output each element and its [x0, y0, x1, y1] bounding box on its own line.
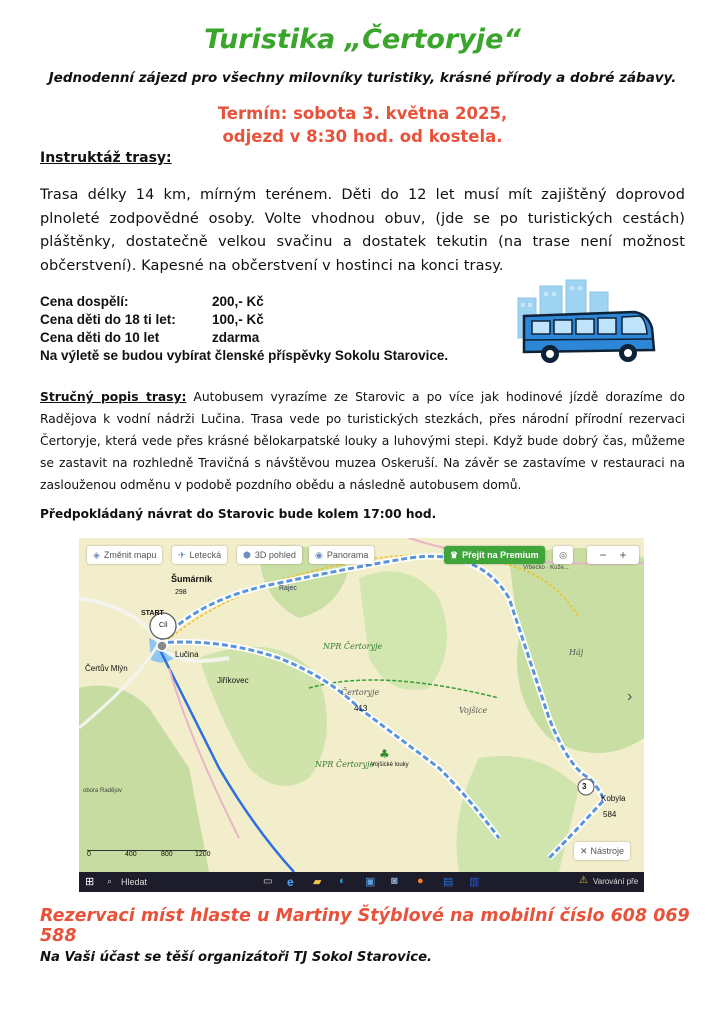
zoom-in-icon[interactable]: + [619, 548, 627, 562]
zoom-out-icon[interactable]: − [599, 548, 607, 562]
store-icon[interactable]: ▣ [365, 876, 376, 888]
map-label-npr-certoryje: NPR Čertoryje [323, 642, 383, 651]
price-value: zdarma [212, 330, 260, 345]
panorama-label: Panorama [326, 550, 369, 560]
scale-tick: 400 [125, 851, 137, 858]
premium-button[interactable] [444, 546, 545, 564]
outlook-icon[interactable]: ▤ [443, 876, 454, 888]
zoom-controls[interactable] [587, 546, 639, 564]
layers-icon: ◈ [93, 549, 100, 560]
route-lead: Stručný popis trasy: [40, 390, 187, 404]
3d-view-button[interactable] [237, 546, 302, 564]
scale-tick: 0 [87, 851, 91, 858]
map-label-start: START [141, 610, 164, 617]
return-note: Předpokládaný návrat do Starovic bude kolem 17:00 hod. [40, 507, 437, 521]
map-label-cil: Cíl [159, 622, 168, 629]
price-value: 200,- Kč [212, 294, 264, 309]
price-child-18 [40, 312, 264, 327]
taskbar-warning[interactable]: Varování pře [593, 877, 639, 886]
tools-button[interactable] [574, 842, 630, 860]
map-label-vojsice: Vojšice [459, 706, 488, 715]
term-date: Termín: sobota 3. května 2025, [217, 104, 508, 123]
edge-icon[interactable]: e [287, 875, 294, 889]
map-label-elev584: 584 [603, 810, 617, 819]
aerial-label: Letecká [189, 550, 222, 560]
route-text: Autobusem vyrazíme ze Starovic a po více jak hodinové jízdě dorazíme do Radějova k vodní nádrži Lučina. Trasa vede po turistických stezkách, přes národní přírodní rezervaci Čertoryje, která vede přes krásné bělokarpatské louky a luhovými stepi. Když bude dobrý čas, můžeme se zastavit na rozhledně Travičná s návštěvou muzea Oskeruší. Na závěr se zastavíme v restauraci na zaslouženou odměnu v podobě pozdního obědu a následně autobusem domů. [40, 390, 685, 492]
price-label: Cena děti do 10 let [40, 330, 160, 345]
windows-taskbar [79, 872, 644, 892]
route-description [40, 386, 685, 496]
map-label-elev413: 413 [354, 704, 368, 713]
folder-icon[interactable]: ▰ [313, 876, 322, 888]
map-label-certuv-mlyn: Čertův Mlýn [85, 664, 128, 673]
save-icon[interactable]: ◙ [391, 875, 398, 887]
tools-label: Nástroje [590, 846, 625, 856]
crown-icon: ♛ [450, 549, 459, 560]
panorama-button[interactable] [309, 546, 374, 564]
task-view-icon[interactable]: ▭ [263, 876, 273, 887]
map-label-vrbecko: Vrbecko · Kuže... [523, 565, 569, 571]
firefox-icon[interactable]: ● [417, 875, 424, 887]
cube-icon: ⬢ [243, 549, 251, 560]
target-icon: ◎ [559, 549, 567, 560]
locate-button[interactable] [553, 546, 573, 564]
change-map-button[interactable] [87, 546, 162, 564]
map-label-kobyla: Kobyla [601, 794, 626, 803]
price-label: Cena dospělí: [40, 294, 129, 309]
eye-icon: ◉ [315, 549, 323, 560]
map-label-jirikovec: Jiříkovec [217, 676, 249, 685]
closing-note: Na Vaši účast se těší organizátoři TJ Sokol Starovice. [40, 950, 433, 965]
scale-tick: 1200 [195, 851, 211, 858]
plane-icon: ✈ [178, 549, 186, 560]
map-scale [87, 844, 211, 858]
warning-icon: ⚠ [579, 875, 588, 886]
taskbar-search[interactable]: Hledat [121, 877, 148, 887]
map-label-elev298: 298 [175, 589, 187, 596]
map-label-lucina: Lučina [175, 650, 199, 659]
browser-icon[interactable]: ◐ [339, 875, 346, 887]
map-label-haj: Háj [569, 648, 584, 657]
page-title: Turistika „Čertoryje“ [204, 24, 521, 55]
map-label-sumarnik: Šumárník [171, 574, 213, 584]
change-map-label: Změnit mapu [103, 550, 157, 560]
instructions-text: Trasa délky 14 km, mírným terénem. Děti do 12 let musí mít zajištěný doprovod plnoleté zodpovědné osoby. Volte vhodnou obuv, (jde se po turistických cestách) pláštěnky, dostatečně velkou svačinu a dostatek tekutin (na trase není možnost občerstvení). Kapesné na občerstvení v hostinci na konci trasy. [40, 187, 685, 274]
instructions-heading: Instruktáž trasy: [40, 150, 172, 166]
wrench-icon: ✕ [580, 845, 588, 856]
map-label-npr-certoryje-2: NPR Čertoryje [315, 760, 375, 769]
price-label: Cena děti do 18 ti let: [40, 312, 176, 327]
price-adult [40, 294, 264, 309]
term-departure: odjezd v 8:30 hod. od kostela. [222, 127, 503, 146]
aerial-button[interactable] [172, 546, 227, 564]
premium-label: Přejít na Premium [462, 550, 539, 560]
svg-text:♣: ♣ [379, 747, 390, 761]
map-label-rajec: Rajec [279, 585, 297, 592]
map-label-obora-radejov: obora Radějov [83, 788, 123, 794]
membership-note: Na výletě se budou vybírat členské příspěvky Sokolu Starovice. [40, 348, 449, 363]
page-subtitle: Jednodenní zájezd pro všechny milovníky turistiky, krásné přírody a dobré zábavy. [48, 70, 677, 86]
chevron-right-icon[interactable]: › [627, 688, 633, 705]
word-icon[interactable]: ▥ [469, 876, 480, 888]
search-icon[interactable]: ⌕ [107, 876, 113, 886]
map-marker-3[interactable]: 3 [582, 782, 587, 791]
scale-tick: 800 [161, 851, 173, 858]
windows-start-icon[interactable]: ⊞ [85, 876, 95, 888]
reservation-note: Rezervaci míst hlaste u Martiny Štýblové na mobilní číslo 608 069 588 [40, 906, 690, 946]
bus-illustration-icon [510, 276, 660, 368]
map-label-vojsicke-louky: Vojšické louky [371, 762, 409, 768]
price-child-10 [40, 330, 259, 345]
route-map[interactable] [79, 538, 644, 892]
3d-view-label: 3D pohled [254, 550, 296, 560]
price-value: 100,- Kč [212, 312, 264, 327]
map-label-certoryje: Čertoryje [341, 688, 380, 697]
